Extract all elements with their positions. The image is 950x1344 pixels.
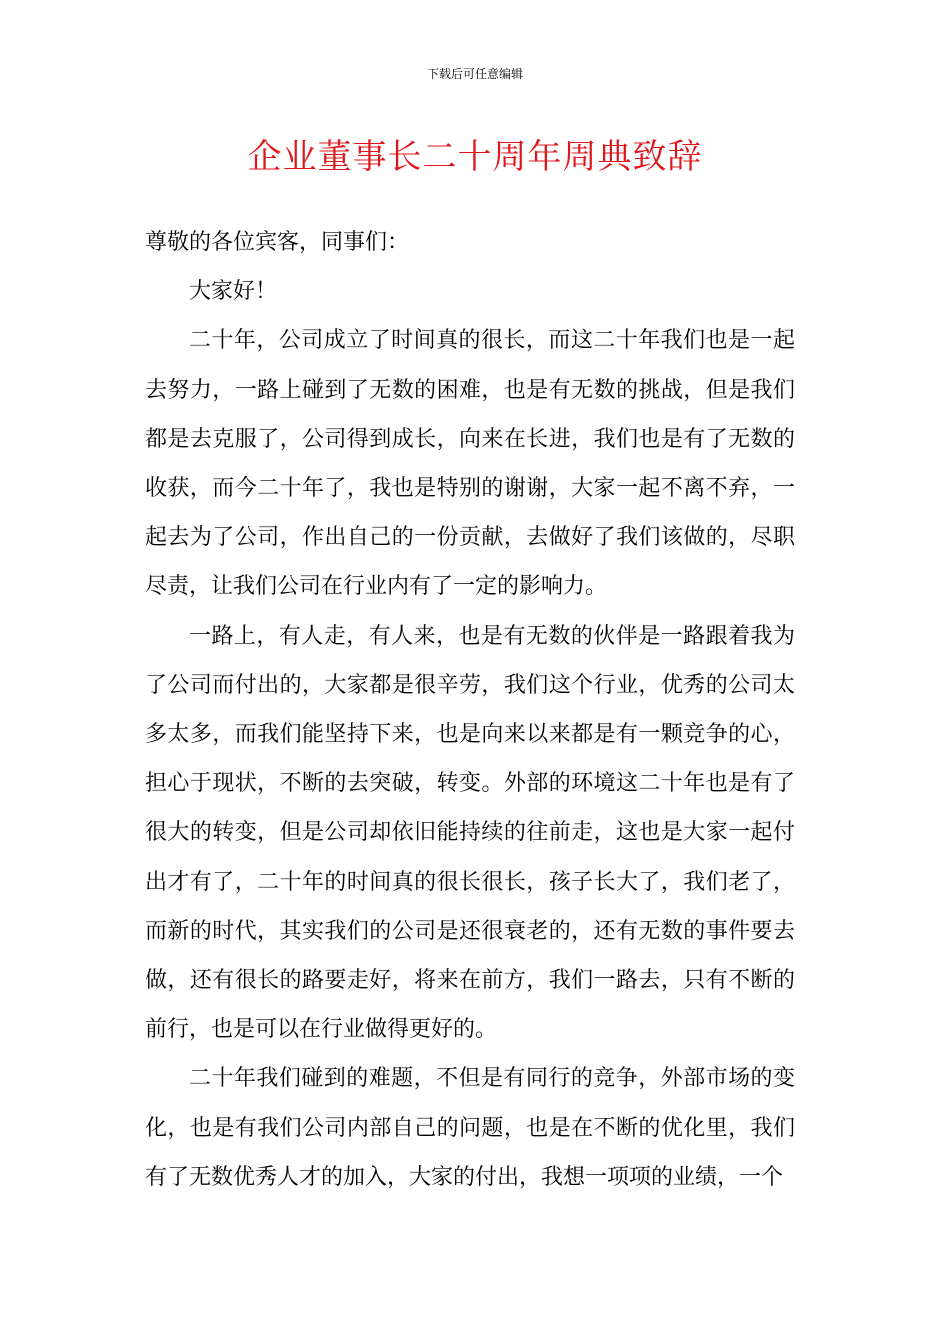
header-note: 下载后可任意编辑 <box>426 67 523 81</box>
document-title: 企业董事长二十周年周典致辞 <box>247 137 703 177</box>
paragraph-greeting: 大家好！ <box>189 279 278 305</box>
paragraph-3: 二十年我们碰到的难题，不但是有同行的竞争，外部市场的变化，也是有我们公司内部自己的问题，也是在不断的优化里，我们有了无数优秀人才的加入，大家的付出，我想一项项的业绩，一个 <box>145 1066 795 1190</box>
paragraph-2: 一路上，有人走，有人来，也是有无数的伙伴是一路跟着我为了公司而付出的，大家都是很辛劳，我们这个行业，优秀的公司太多太多，而我们能坚持下来，也是向来以来都是有一颗竞争的心，担心于现状，不断的去突破，转变。外部的环境这二十年也是有了很大的转变，但是公司却依旧能持续的往前走，这也是大家一起付出才有了，二十年的时间真的很长很长，孩子长大了，我们老了，而新的时代，其实我们的公司是还很衰老的，还有无数的事件要去做，还有很长的路要走好，将来在前方，我们一路去，只有不断的前行，也是可以在行业做得更好的。 <box>145 623 795 1043</box>
salutation: 尊敬的各位宾客，同事们： <box>145 230 410 255</box>
paragraph-1: 二十年，公司成立了时间真的很长，而这二十年我们也是一起去努力，一路上碰到了无数的困难，也是有无数的挑战，但是我们都是去克服了，公司得到成长，向来在长进，我们也是有了无数的收获，而今二十年了，我也是特别的谢谢，大家一起不离不弃，一起去为了公司，作出自己的一份贡献，去做好了我们该做的，尽职尽责，让我们公司在行业内有了一定的影响力。 <box>145 328 795 600</box>
document-body <box>145 218 795 1202</box>
